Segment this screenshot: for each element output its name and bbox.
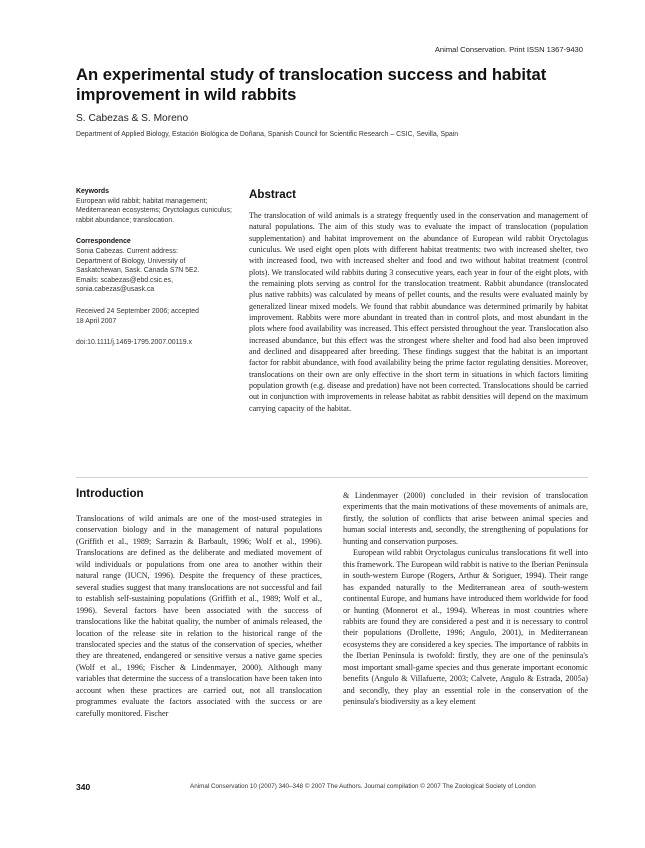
correspondence-line: Emails: scabezas@ebd.csic.es, [76, 276, 173, 284]
abstract-heading: Abstract [249, 188, 297, 201]
keywords-heading: Keywords [76, 188, 109, 195]
doi-text: doi:10.1111/j.1469-1795.2007.00119.x [76, 339, 192, 347]
abstract-body [249, 210, 588, 414]
page-number: 340 [76, 782, 91, 792]
intro-paragraph: European wild rabbit Oryctolagus cuniculus translocations fit well into this framework. The European wild rabbit is native to the Iberian Peninsula in south-western Europe (Rogers, Arthur & Soriguer, 1994). Their range has expanded naturally to the Mediterranean area of south-western continental Europe, and humans have introduced them worldwide for food or hunting (Monnerot et al., 1994). Whereas in most countries where rabbits are found they are considered a pest and it is necessary to control their populations (Drollette, 1996; Angulo, 2001), in Mediterranean ecosystems they are considered a key species. The importance of rabbits in the Iberian Peninsula is twofold: firstly, they are one of the peninsula's most important small-game species and thus generate important economic benefits (Angulo & Villafuerte, 2003; Calvete, Angulo & Estrada, 2005a) and secondly, they play an essential role in the conservation of the peninsula's biodiversity as a key element [343, 548, 588, 707]
intro-paragraph: & Lindenmayer (2000) concluded in their revision of translocation experiments that the main motivations of these movements of animals are, firstly, the solution of conflicts that arise between animal species and human social interests and, secondly, the strengthening of populations for hunting and conservation purposes. [343, 491, 588, 546]
footer-citation: Animal Conservation 10 (2007) 340–348 © 2007 The Authors. Journal compilation © 2007 The Zoological Society of London [190, 783, 536, 790]
section-divider [76, 477, 588, 478]
received-line: 18 April 2007 [76, 317, 117, 325]
intro-paragraph: Translocations of wild animals are one of the most-used strategies in conservation biology and in the management of natural populations (Griffith et al., 1989; Sarrazin & Barbault, 1996; Wolf et al., 1996). Translocations are defined as the deliberate and mediated movement of wild individuals or populations from one area to another within their natural range (IUCN, 1996). Despite the frequency of these practices, several studies suggest that many translocations are not successful and fail to establish self-sustaining populations (Griffith et al., 1989; Wolf et al., 1996). Several factors have been associated with the success of translocations like the habitat quality, the number of animals released, the location of the release site in relation to the historical range of the translocated species and the status of the conservation of species, whether they are threatened, endangered or sensitive versus a native game species (Wolf et al., 1996; Fischer & Lindenmayer, 2000). Although many variables that determine the success of a translocation have been taken into account when these practices are carried out, not all translocation programmes evaluate the factors associated with the success or are carefully monitored. Fischer [76, 514, 322, 718]
correspondence-line: Department of Biology, University of [76, 257, 186, 265]
correspondence-line: Saskatchewan, Sask. Canada S7N 5E2. [76, 267, 200, 275]
correspondence-line: sonia.cabezas@usask.ca [76, 286, 155, 294]
received-line: Received 24 September 2006; accepted [76, 307, 199, 315]
correspondence-heading: Correspondence [76, 238, 131, 246]
keywords-text: European wild rabbit; habitat management; Mediterranean ecosystems; Oryctolagus cuniculus; rabbit abundance; translocation. [76, 197, 232, 224]
article-sidebar [76, 187, 236, 348]
introduction-heading: Introduction [76, 487, 144, 500]
introduction-column-left [76, 513, 322, 719]
correspondence-line: Sonia Cabezas. Current address: [76, 247, 178, 255]
article-authors: S. Cabezas & S. Moreno [76, 113, 189, 124]
journal-header: Animal Conservation. Print ISSN 1367-9430 [434, 45, 583, 54]
article-title: An experimental study of translocation success and habitat improvement in wild rabbits [76, 65, 547, 104]
introduction-column-right [343, 490, 588, 708]
article-affiliation: Department of Applied Biology, Estación Biológica de Doñana, Spanish Council for Scientific Research – CSIC, Sevilla, Spain [76, 131, 459, 138]
abstract-text: The translocation of wild animals is a strategy frequently used in the conservation and management of natural populations. The aim of this study was to evaluate the impact of translocation (population supplementation) and habitat improvement on the abundance of European wild rabbit Oryctolagus cuniculus. We used eight open plots with different habitat treatments: two with increased shelter, two with increased food, two with increased shelter and food and two without habitat treatment (control plots). We translocated wild rabbits during 3 consecutive years, each year in four of the eight plots, with the remaining plots serving as control for the translocation treatment. Rabbit abundance (translocated plus native rabbits) was calculated by means of pellet counts, and the results were evaluated mainly by generalized linear mixed models. We found that rabbit abundance was determined primarily by habitat improvement. Rabbits were more abundant in treated than in control plots, and most abundant in the plots where food availability was increased. This effect persisted throughout the year. Translocation also increased abundance, but this effect was the strongest where shelter and food had also been improved and declined and disappeared after breeding. These findings suggest that the habitat is an important factor for rabbit abundance, with food availability being the prime factor regulating densities. Moreover, translocations on their own are only effective in the short term in situations in which factors limiting population growth (e.g. disease and predation) have not been corrected. Translocations should be carried out in conjunction with improvements in release habitat as rabbit densities will depend on the maximum carrying capacity of the habitat. [249, 211, 588, 413]
